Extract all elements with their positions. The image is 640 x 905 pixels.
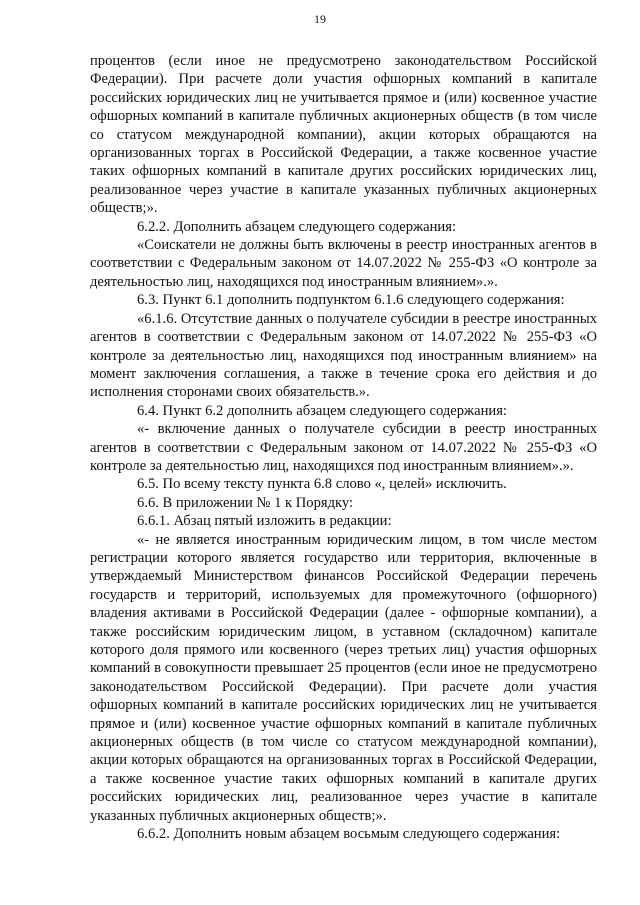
paragraph: процентов (если иное не предусмотрено законодательством Российской Федерации). При расчете доли участия офшорных компаний в капитале российских юридических лиц не учитывается прямое и (или) косвенное участие офшорных компаний в капитале публичных акционерных обществ (в том числе со статусом международной компании), акции которых обращаются на организованных торгах в Российской Федерации, а также косвенное участие таких офшорных компаний в капитале других российских юридических лиц, реализованное через участие в капитале указанных публичных акционерных обществ;». <box>90 53 597 217</box>
page-number: 19 <box>314 12 326 26</box>
paragraph: «- включение данных о получателе субсидии в реестр иностранных агентов в соответствии с Федеральным законом от 14.07.2022 № 255-ФЗ «О контроле за деятельностью лиц, находящихся под иностранным влиянием».». <box>90 421 597 474</box>
paragraph: 6.4. Пункт 6.2 дополнить абзацем следующего содержания: <box>137 402 507 419</box>
paragraph: 6.3. Пункт 6.1 дополнить подпунктом 6.1.6 следующего содержания: <box>137 292 565 309</box>
paragraph: 6.6.2. Дополнить новым абзацем восьмым следующего содержания: <box>137 826 561 843</box>
paragraph: 6.5. По всему тексту пункта 6.8 слово «, целей» исключить. <box>137 476 507 493</box>
paragraph: 6.2.2. Дополнить абзацем следующего содержания: <box>137 218 457 235</box>
paragraph: 6.6.1. Абзац пятый изложить в редакции: <box>137 513 392 530</box>
paragraph: «- не является иностранным юридическим лицом, в том числе местом регистрации которого является государство или территория, включенные в утверждаемый Министерством финансов Российской Федерации перечень государств и территорий, используемых для промежуточного (офшорного) владения активами в Российской Федерации (далее - офшорные компании), а также российским юридическим лицом, в уставном (складочном) капитале которого доля прямого или косвенного (через третьих лиц) участия офшорных компаний в совокупности превышает 25 процентов (если иное не предусмотрено законодательством Российской Федерации). При расчете доли участия офшорных компаний в капитале российских юридических лиц не учитывается прямое и (или) косвенное участие офшорных компаний в капитале публичных акционерных обществ (в том числе со статусом международной компании), акции которых обращаются на организованных торгах в Российской Федерации, а также косвенное участие таких офшорных компаний в капитале других российских юридических лиц, реализованное через участие в капитале указанных публичных акционерных обществ;». <box>90 531 597 824</box>
paragraph: «Соискатели не должны быть включены в реестр иностранных агентов в соответствии с Федеральным законом от 14.07.2022 № 255-ФЗ «О контроле за деятельностью лиц, находящихся под иностранным влиянием».». <box>90 237 597 290</box>
document-body <box>90 52 597 843</box>
paragraph: 6.6. В приложении № 1 к Порядку: <box>137 494 354 511</box>
paragraph: «6.1.6. Отсутствие данных о получателе субсидии в реестре иностранных агентов в соответствии с Федеральным законом от 14.07.2022 № 255-ФЗ «О контроле за деятельностью лиц, находящихся под иностранным влиянием» на момент заключения соглашения, а также в течение срока его действия и до исполнения сторонами своих обязательств.». <box>90 310 597 401</box>
